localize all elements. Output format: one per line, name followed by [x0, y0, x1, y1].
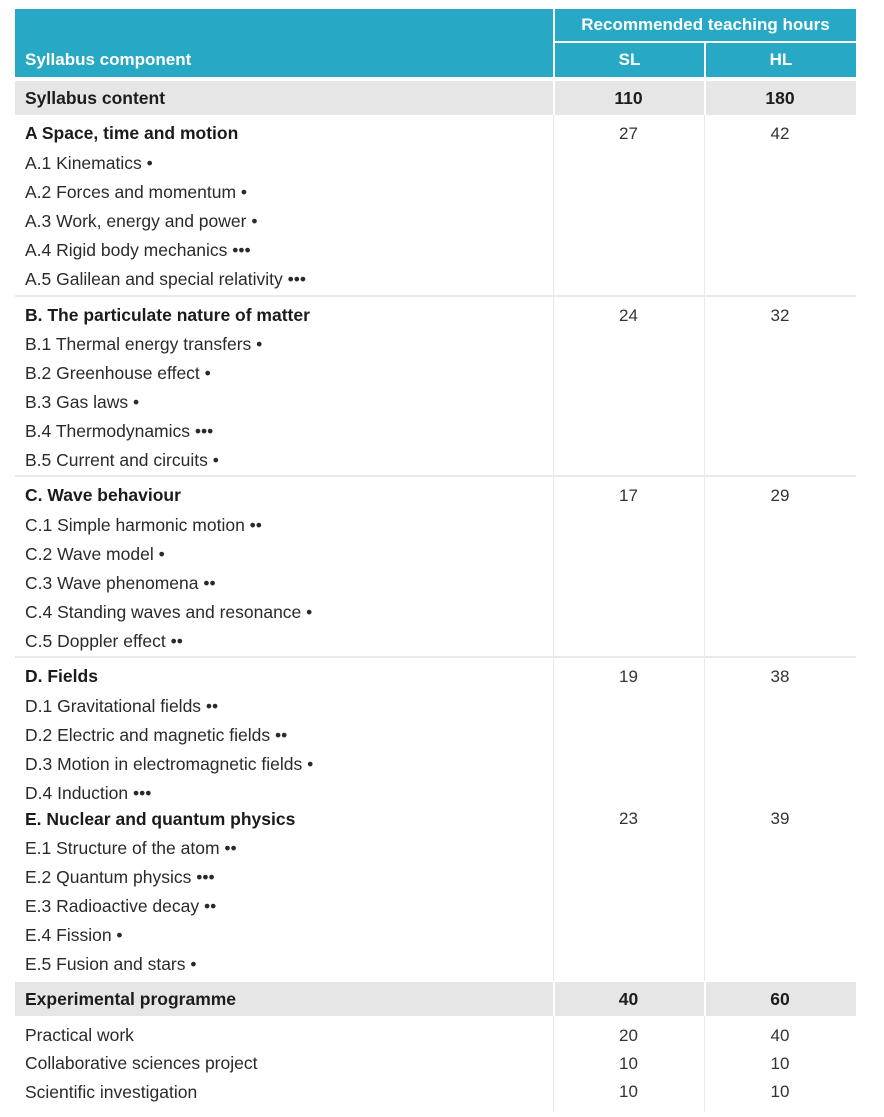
subtopic-item: C.3 Wave phenomena •• — [25, 573, 216, 593]
subtopic-item: C.2 Wave model • — [25, 544, 165, 564]
topic-sl-hours: 23 — [619, 809, 638, 828]
topic-hl-hours: 39 — [770, 809, 790, 828]
experiment-row-sl: 20 — [619, 1026, 638, 1045]
subtopic-item: D.3 Motion in electromagnetic fields • — [25, 754, 314, 774]
topic-sl-hours: 17 — [619, 486, 638, 505]
experiment-row-sl: 10 — [619, 1082, 638, 1101]
experimental-programme-label: Experimental programme — [25, 988, 237, 1009]
subtopic-item: A.2 Forces and momentum • — [25, 182, 248, 202]
topic-block-c — [15, 475, 856, 656]
syllabus-content-row — [15, 81, 856, 115]
experiment-row-sl: 10 — [619, 1054, 638, 1073]
syllabus-content-hl: 180 — [765, 87, 795, 108]
subtopic-item: E.2 Quantum physics ••• — [25, 867, 215, 887]
topic-block-a — [15, 115, 856, 295]
subtopic-item: D.2 Electric and magnetic fields •• — [25, 725, 288, 745]
experiment-row-label: Collaborative sciences project — [25, 1053, 258, 1073]
subtopic-item: D.4 Induction ••• — [25, 783, 152, 803]
experimental-programme-block — [15, 1016, 856, 1112]
experimental-programme-hl: 60 — [770, 988, 790, 1009]
topic-sl-hours: 19 — [619, 667, 638, 686]
subtopic-item: E.4 Fission • — [25, 925, 123, 945]
table-header-bottom — [15, 43, 856, 77]
experimental-programme-sl: 40 — [618, 988, 639, 1009]
subtopic-item: C.4 Standing waves and resonance • — [25, 602, 313, 622]
topic-sl-hours: 24 — [619, 306, 638, 325]
topic-block-b — [15, 295, 856, 475]
subtopic-item: A.1 Kinematics • — [25, 153, 153, 173]
experiment-row-hl: 10 — [770, 1054, 790, 1073]
experiment-row-label: Scientific investigation — [25, 1082, 198, 1102]
subtopic-item: E.5 Fusion and stars • — [25, 954, 197, 974]
subtopic-item: B.3 Gas laws • — [25, 392, 140, 412]
table-header-top — [15, 9, 856, 43]
header-blank-cell — [15, 9, 553, 43]
syllabus-content-label: Syllabus content — [25, 87, 166, 108]
subtopic-item: A.5 Galilean and special relativity ••• — [25, 269, 307, 289]
hl-column-header: HL — [704, 43, 856, 77]
experiment-row-hl: 10 — [770, 1082, 790, 1101]
topic-title: D. Fields — [25, 666, 98, 686]
syllabus-component-header: Syllabus component — [15, 43, 553, 77]
subtopic-item: C.1 Simple harmonic motion •• — [25, 515, 262, 535]
subtopic-item: E.3 Radioactive decay •• — [25, 896, 217, 916]
subtopic-item: E.1 Structure of the atom •• — [25, 838, 237, 858]
topic-hl-hours: 29 — [770, 486, 790, 505]
topic-title: C. Wave behaviour — [25, 485, 181, 505]
subtopic-item: B.5 Current and circuits • — [25, 450, 219, 470]
topic-title: A Space, time and motion — [25, 123, 239, 143]
experiment-row-label: Practical work — [25, 1025, 134, 1045]
syllabus-content-sl: 110 — [614, 87, 643, 108]
subtopic-item: B.1 Thermal energy transfers • — [25, 334, 263, 354]
experiment-row-hl: 40 — [770, 1026, 790, 1045]
subtopic-item: C.5 Doppler effect •• — [25, 631, 183, 651]
topic-title: E. Nuclear and quantum physics — [25, 809, 296, 829]
topic-title: B. The particulate nature of matter — [25, 305, 310, 325]
subtopic-item: A.4 Rigid body mechanics ••• — [25, 240, 251, 260]
topic-hl-hours: 42 — [770, 124, 790, 143]
subtopic-item: D.1 Gravitational fields •• — [25, 696, 219, 716]
subtopic-item: B.2 Greenhouse effect • — [25, 363, 211, 383]
subtopic-item: B.4 Thermodynamics ••• — [25, 421, 214, 441]
topic-block-d-e — [15, 656, 856, 981]
topic-hl-hours: 32 — [770, 306, 790, 325]
sl-column-header: SL — [553, 43, 704, 77]
topic-hl-hours: 38 — [770, 667, 790, 686]
subtopic-item: A.3 Work, energy and power • — [25, 211, 258, 231]
recommended-hours-header: Recommended teaching hours — [553, 9, 856, 43]
experimental-programme-row — [15, 982, 856, 1016]
topic-sl-hours: 27 — [619, 124, 638, 143]
